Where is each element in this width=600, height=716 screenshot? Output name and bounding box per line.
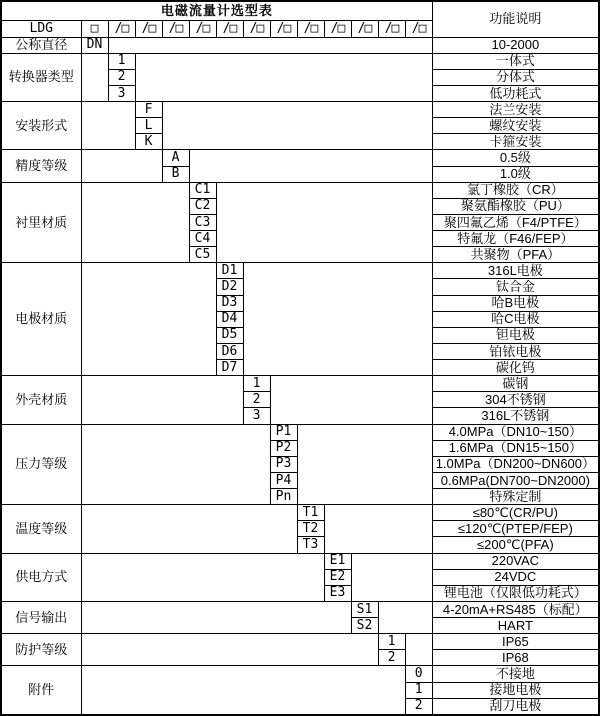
option-row bbox=[1, 37, 599, 53]
option-description: 24VDC bbox=[432, 569, 599, 585]
option-description: 聚四氟乙烯（F4/PTFE） bbox=[432, 214, 599, 230]
option-row bbox=[1, 424, 599, 440]
option-code: T1 bbox=[297, 505, 324, 521]
blank-spacer bbox=[378, 601, 432, 633]
section-2-label: 安装形式 bbox=[1, 102, 81, 150]
option-row bbox=[1, 505, 599, 521]
option-code: D4 bbox=[216, 311, 243, 327]
option-code: 0 bbox=[405, 666, 432, 682]
blank-spacer bbox=[216, 182, 432, 263]
function-column-header: 功能说明 bbox=[432, 1, 599, 37]
option-code: B bbox=[162, 166, 189, 182]
blank-spacer bbox=[81, 634, 378, 666]
option-code: S2 bbox=[351, 618, 378, 634]
title-row bbox=[1, 1, 599, 20]
option-row bbox=[1, 102, 599, 118]
option-description: 碳化钨 bbox=[432, 360, 599, 376]
option-description: 哈C电极 bbox=[432, 311, 599, 327]
option-description: 哈B电极 bbox=[432, 295, 599, 311]
option-row bbox=[1, 150, 599, 166]
blank-spacer bbox=[324, 505, 432, 553]
option-code: L bbox=[135, 118, 162, 134]
option-description: 1.0MPa（DN200~DN600） bbox=[432, 456, 599, 472]
option-code: C2 bbox=[189, 198, 216, 214]
option-code: E1 bbox=[324, 553, 351, 569]
option-code: C5 bbox=[189, 247, 216, 263]
option-code: Pn bbox=[270, 489, 297, 505]
section-3-label: 精度等级 bbox=[1, 150, 81, 182]
option-code: A bbox=[162, 150, 189, 166]
section-9-label: 供电方式 bbox=[1, 553, 81, 601]
option-row bbox=[1, 553, 599, 569]
option-code: 3 bbox=[108, 85, 135, 101]
model-code-slot: /□ bbox=[378, 20, 405, 37]
option-description: 316L不锈钢 bbox=[432, 408, 599, 424]
option-description: 不接地 bbox=[432, 666, 599, 682]
option-description: 刮刀电极 bbox=[432, 698, 599, 715]
option-description: 聚氨酯橡胶（PU） bbox=[432, 198, 599, 214]
option-code: 2 bbox=[108, 69, 135, 85]
blank-spacer bbox=[351, 553, 432, 601]
model-code-slot: /□ bbox=[351, 20, 378, 37]
blank-spacer bbox=[81, 553, 324, 601]
option-description: 低功耗式 bbox=[432, 85, 599, 101]
option-code: F bbox=[135, 102, 162, 118]
blank-spacer bbox=[81, 102, 135, 150]
option-code: D7 bbox=[216, 360, 243, 376]
option-code: D6 bbox=[216, 343, 243, 359]
option-code: S1 bbox=[351, 601, 378, 617]
blank-spacer bbox=[297, 424, 432, 505]
model-code-slot: /□ bbox=[135, 20, 162, 37]
option-description: 10-2000 bbox=[432, 37, 599, 53]
option-row bbox=[1, 666, 599, 682]
blank-spacer bbox=[81, 53, 108, 101]
model-code-slot: /□ bbox=[270, 20, 297, 37]
blank-spacer bbox=[81, 376, 243, 424]
blank-spacer bbox=[81, 150, 162, 182]
blank-spacer bbox=[81, 601, 351, 633]
section-10-label: 信号输出 bbox=[1, 601, 81, 633]
option-description: 4-20mA+RS485（标配） bbox=[432, 601, 599, 617]
option-code: D1 bbox=[216, 263, 243, 279]
option-code: 1 bbox=[405, 682, 432, 698]
option-code: D2 bbox=[216, 279, 243, 295]
blank-spacer bbox=[243, 263, 432, 376]
option-code: C1 bbox=[189, 182, 216, 198]
option-code: P1 bbox=[270, 424, 297, 440]
option-description: 卡箍安装 bbox=[432, 134, 599, 150]
option-code: 1 bbox=[378, 634, 405, 650]
section-0-label: 公称直径 bbox=[1, 37, 81, 53]
option-code: C3 bbox=[189, 214, 216, 230]
option-description: HART bbox=[432, 618, 599, 634]
section-11-label: 防护等级 bbox=[1, 634, 81, 666]
blank-spacer bbox=[108, 37, 432, 53]
option-code: 2 bbox=[243, 392, 270, 408]
blank-spacer bbox=[405, 634, 432, 666]
option-row bbox=[1, 634, 599, 650]
section-6-label: 外壳材质 bbox=[1, 376, 81, 424]
model-code-slot: /□ bbox=[108, 20, 135, 37]
option-code: DN bbox=[81, 37, 108, 53]
model-code-slot: /□ bbox=[162, 20, 189, 37]
option-description: 1.0级 bbox=[432, 166, 599, 182]
option-code: P4 bbox=[270, 472, 297, 488]
section-8-label: 温度等级 bbox=[1, 505, 81, 553]
section-12-label: 附件 bbox=[1, 666, 81, 715]
page-title: 电磁流量计选型表 bbox=[1, 1, 432, 20]
option-description: 分体式 bbox=[432, 69, 599, 85]
option-description: 锂电池（仅限低功耗式） bbox=[432, 585, 599, 601]
option-code: C4 bbox=[189, 231, 216, 247]
option-row bbox=[1, 376, 599, 392]
option-description: 4.0MPa（DN10~150） bbox=[432, 424, 599, 440]
option-code: D5 bbox=[216, 327, 243, 343]
option-description: IP68 bbox=[432, 650, 599, 666]
option-description: 钛合金 bbox=[432, 279, 599, 295]
option-row bbox=[1, 53, 599, 69]
blank-spacer bbox=[162, 102, 432, 150]
option-code: 1 bbox=[243, 376, 270, 392]
section-1-label: 转换器类型 bbox=[1, 53, 81, 101]
model-code-box: □ bbox=[81, 20, 108, 37]
blank-spacer bbox=[81, 263, 216, 376]
option-description: 法兰安装 bbox=[432, 102, 599, 118]
option-code: 2 bbox=[378, 650, 405, 666]
section-7-label: 压力等级 bbox=[1, 424, 81, 505]
option-code: E2 bbox=[324, 569, 351, 585]
option-description: ≤80℃(CR/PU) bbox=[432, 505, 599, 521]
section-5-label: 电极材质 bbox=[1, 263, 81, 376]
option-row bbox=[1, 601, 599, 617]
blank-spacer bbox=[81, 666, 405, 715]
option-code: 3 bbox=[243, 408, 270, 424]
option-row bbox=[1, 182, 599, 198]
model-prefix-cell: LDG bbox=[1, 20, 81, 37]
blank-spacer bbox=[135, 53, 432, 101]
option-description: 特氟龙（F46/FEP） bbox=[432, 231, 599, 247]
option-code: P2 bbox=[270, 440, 297, 456]
model-code-slot: /□ bbox=[243, 20, 270, 37]
section-4-label: 衬里材质 bbox=[1, 182, 81, 263]
option-description: 220VAC bbox=[432, 553, 599, 569]
option-description: 钽电极 bbox=[432, 327, 599, 343]
blank-spacer bbox=[189, 150, 432, 182]
option-description: 碳钢 bbox=[432, 376, 599, 392]
model-code-slot: /□ bbox=[297, 20, 324, 37]
option-code: P3 bbox=[270, 456, 297, 472]
option-description: 特殊定制 bbox=[432, 489, 599, 505]
option-description: ≤120℃(PTEP/FEP) bbox=[432, 521, 599, 537]
model-code-slot: /□ bbox=[189, 20, 216, 37]
option-description: ≤200℃(PFA) bbox=[432, 537, 599, 553]
option-code: K bbox=[135, 134, 162, 150]
option-description: 接地电极 bbox=[432, 682, 599, 698]
model-code-slot: /□ bbox=[324, 20, 351, 37]
blank-spacer bbox=[81, 424, 270, 505]
option-description: 氯丁橡胶（CR） bbox=[432, 182, 599, 198]
blank-spacer bbox=[270, 376, 432, 424]
model-code-slot: /□ bbox=[216, 20, 243, 37]
blank-spacer bbox=[81, 182, 189, 263]
option-description: 一体式 bbox=[432, 53, 599, 69]
option-description: 0.6MPa(DN700~DN2000) bbox=[432, 472, 599, 488]
option-code: 1 bbox=[108, 53, 135, 69]
option-description: 304不锈钢 bbox=[432, 392, 599, 408]
option-description: 共聚物（PFA） bbox=[432, 247, 599, 263]
option-description: 铂铱电极 bbox=[432, 343, 599, 359]
option-row bbox=[1, 263, 599, 279]
option-code: D3 bbox=[216, 295, 243, 311]
option-description: 316L电极 bbox=[432, 263, 599, 279]
blank-spacer bbox=[81, 505, 297, 553]
model-code-slot: /□ bbox=[405, 20, 432, 37]
option-code: 2 bbox=[405, 698, 432, 715]
option-description: 0.5级 bbox=[432, 150, 599, 166]
option-code: E3 bbox=[324, 585, 351, 601]
option-description: 1.6MPa（DN15~150） bbox=[432, 440, 599, 456]
option-code: T3 bbox=[297, 537, 324, 553]
option-description: IP65 bbox=[432, 634, 599, 650]
option-code: T2 bbox=[297, 521, 324, 537]
option-description: 螺纹安装 bbox=[432, 118, 599, 134]
